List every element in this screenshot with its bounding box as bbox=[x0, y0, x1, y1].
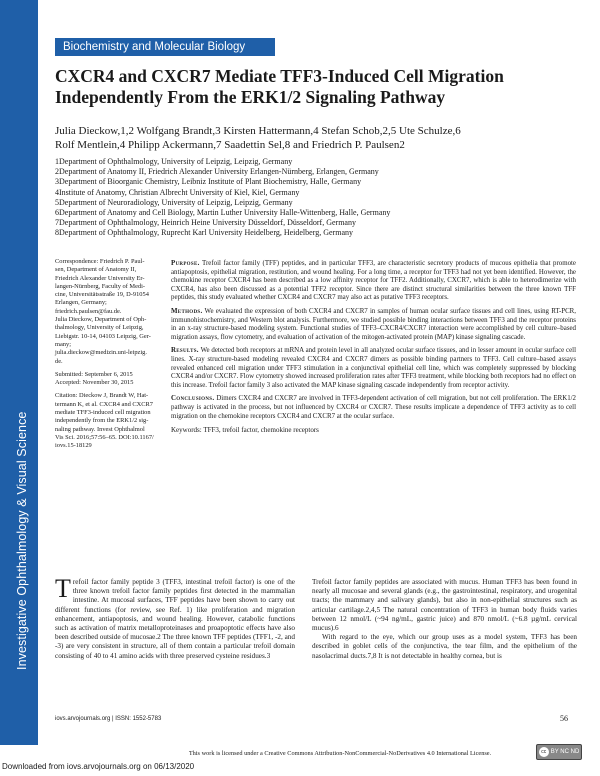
download-note: Downloaded from iovs.arvojournals.org on 06/13/2020 bbox=[2, 762, 195, 771]
meta-line: sen, Department of Anatomy II, bbox=[55, 266, 137, 274]
meta-line: termann K, et al. CXCR4 and CXCR7 bbox=[55, 400, 153, 408]
abstract-text: We detected both receptors at mRNA and protein level in all analyzed ocular surface tissues, and in lesser amount in ocular surface cell lines. X-ray structure-based modeling revealed CXCR4 and CXCR7 dimers as possible binding partners to TFF3. Cell culture–based assays revealed enhanced cell migration under TFF3 stimulation in a conjunctival epithelial cell line, which was completely suppressed by blocking CXCR4 and/or CXCR7. Flow cytometry showed increased proliferation rates after TFF3 treatment, while blocking both receptors had no effect on this increase. Trefoil factor family 3 also activated the MAP kinase signaling cascade independently from receptor activity. bbox=[171, 347, 576, 389]
body-paragraph: With regard to the eye, which our group uses as a model system, TFF3 has been described in goblet cells of the conjunctiva, the tear film, and the epithelium of the nasolacrimal ducts.7,8 It is not detectable in healthy cornea, but is bbox=[312, 633, 577, 660]
title-line: Independently From the ERK1/2 Signaling Pathway bbox=[55, 87, 446, 107]
meta-line: Correspondence: Friedrich P. Paul- bbox=[55, 258, 145, 265]
abstract-label: Purpose. bbox=[171, 260, 200, 267]
meta-line: de. bbox=[55, 357, 63, 365]
body-text: refoil factor family peptide 3 (TFF3, intestinal trefoil factor) is one of the three known trefoil factor family peptides first detected in the mammalian intestine. At mucosal surfaces, TFF peptides have been shown to carry out different functions (for review, see Ref. 1) like proliferation and migration enhancement, antiapoptosis, and wound healing. However, catabolic functions such as activation of matrix metalloproteinases and proapoptotic effects have also been described outside of mucosae.2 The three known TFF peptides (TFF1, -2, and -3) are very consistent in structure, all of them contain a particular trefoil domain consisting of 40 to 41 amino acids with three preserved cysteine residues.3 bbox=[55, 578, 295, 660]
affiliation: 1Department of Ophthalmology, University of Leipzig, Leipzig, Germany bbox=[55, 157, 293, 166]
body-column-left bbox=[55, 574, 295, 661]
drop-cap: T bbox=[55, 574, 71, 603]
body-paragraph: Trefoil factor family peptides are associated with mucus. Human TFF3 has been found in nearly all mucosae and several glands (e.g., the gastrointestinal, respiratory, and urogenital tracts; the mammary and salivary glands), but also in non-epithelial structures such as articular cartilage.2,4,5 The natural concentration of TFF3 in human body fluids varies between 12 nmol/L (~94 ng/mL, gastric juice) and 870 nmol/L (~6.8 µg/mL cervical mucus).6 bbox=[312, 578, 577, 633]
meta-line: independently from the ERK1/2 sig- bbox=[55, 417, 149, 425]
email-link[interactable]: julia.dieckow@medizin.uni-leipzig. bbox=[55, 349, 147, 357]
footer-journal-info: iovs.arvojournals.org | ISSN: 1552-5783 bbox=[55, 716, 162, 722]
meta-line: Julia Dieckow, Department of Oph- bbox=[55, 316, 147, 324]
meta-line: many; bbox=[55, 340, 71, 348]
author-line: Julia Dieckow,1,2 Wolfgang Brandt,3 Kirsten Hattermann,4 Stefan Schob,2,5 Ute Schulze,6 bbox=[55, 125, 461, 137]
page-number: 56 bbox=[560, 714, 568, 723]
journal-side-bar bbox=[0, 0, 38, 745]
abstract-text: Trefoil factor family (TFF) peptides, and in particular TFF3, are characteristic secretory products of mucous epithelia that promote antiapoptosis, epithelial migration, restitution, and wound healing. For a long time, a receptor for TFF3 had not yet been identified. However, the chemokine receptor CXCR4 has been described as a low affinity receptor for TFF2. Additionally, CXCR7, which is able to heterodimerize with CXCR4, has also been discussed as a potential TFF2 receptor. Since there are distinct structural similarities between the three known TFF peptides, this study evaluated whether CXCR4 and CXCR7 may also act as putative TFF3 receptors. bbox=[171, 260, 576, 302]
title-line: CXCR4 and CXCR7 Mediate TFF3-Induced Cell Migration bbox=[55, 66, 504, 86]
meta-line: mediate TFF3-induced cell migration bbox=[55, 409, 151, 417]
section-banner: Biochemistry and Molecular Biology bbox=[55, 38, 275, 56]
meta-line: Friedrich Alexander University Er- bbox=[55, 274, 145, 282]
abstract-methods bbox=[171, 308, 576, 342]
affiliation: 8Department of Ophthalmology, Ruprecht Karl University Heidelberg, Heidelberg, Germany bbox=[55, 228, 353, 238]
abstract bbox=[171, 260, 576, 435]
author-line: Rolf Mentlein,4 Philipp Ackermann,7 Saadettin Sel,8 and Friedrich P. Paulsen2 bbox=[55, 139, 405, 151]
article-metadata bbox=[55, 258, 165, 456]
correspondence bbox=[55, 258, 165, 366]
affiliation: 5Department of Neuroradiology, University of Leipzig, Leipzig, Germany bbox=[55, 197, 293, 207]
abstract-text: We evaluated the expression of both CXCR4 and CXCR7 in samples of human ocular surface tissues and cell lines, using RT-PCR, immunohistochemistry, and Western blot analysis. Furthermore, we studied possible binding interactions between TFF3 and the receptor proteins in an x-ray structure-based modeling system. Functional studies of TFF3–CXCR4/CXCR7 interaction were accomplished by cell culture–based migration assays, flow cytometry, and evaluation of activation of the mitogen-activated protein (MAP) kinase signaling cascade. bbox=[171, 307, 576, 341]
abstract-text: Dimers CXCR4 and CXCR7 are involved in TFF3-dependent activation of cell migration, but not cell proliferation. The ERK1/2 pathway is activated in the process, but not influenced by CXCR4 or CXCR7. These results implicate a dependence of TFF3 activity as to cell migration on the chemokine receptors CXCR4 and CXCR7 at the ocular surface. bbox=[171, 395, 576, 420]
journal-side-title: Investigative Ophthalmology & Visual Science bbox=[15, 411, 29, 670]
affiliation: 6Department of Anatomy and Cell Biology, Martin Luther University Halle-Wittenberg, Halle, Germany bbox=[55, 208, 391, 218]
affiliation: 4Institute of Anatomy, Christian Albrecht University of Kiel, Kiel, Germany bbox=[55, 187, 300, 197]
keywords: Keywords: TFF3, trefoil factor, chemokine receptors bbox=[171, 426, 319, 435]
affiliation-list bbox=[55, 157, 575, 239]
article-title bbox=[55, 66, 575, 108]
meta-line: Liebigstr. 10-14, 04103 Leipzig, Ger- bbox=[55, 332, 151, 340]
abstract-label: Results. bbox=[171, 347, 199, 355]
cc-badge-label: BY NC ND bbox=[550, 749, 580, 755]
doi-link[interactable]: Vis Sci. 2016;57:56–65. DOI:10.1167/ bbox=[55, 433, 154, 441]
submitted-date: Submitted: September 6, 2015 bbox=[55, 370, 133, 378]
email-link[interactable]: friedrich.paulsen@fau.de. bbox=[55, 307, 122, 315]
abstract-label: Methods. bbox=[171, 307, 203, 315]
citation bbox=[55, 392, 165, 450]
cc-icon: cc bbox=[539, 747, 549, 757]
submission-dates bbox=[55, 371, 165, 388]
meta-line: Citation: Dieckow J, Brandt W, Hat- bbox=[55, 392, 149, 400]
meta-line: langen-Nürnberg, Faculty of Medi- bbox=[55, 282, 146, 290]
affiliation: 3Department of Bioorganic Chemistry, Leibniz Institute of Plant Biochemistry, Halle, Germany bbox=[55, 177, 362, 187]
body-paragraph bbox=[55, 574, 295, 661]
affiliation: 2Department of Anatomy II, Friedrich Alexander University Erlangen-Nürnberg, Erlangen, Germany bbox=[55, 167, 379, 177]
affiliation: 7Department of Ophthalmology, Heinrich Heine University Düsseldorf, Düsseldorf, Germany bbox=[55, 218, 356, 228]
license-text[interactable]: This work is licensed under a Creative Commons Attribution-NonCommercial-NoDerivatives 4.0 International License. bbox=[188, 750, 492, 757]
abstract-label: Conclusions. bbox=[171, 395, 215, 403]
meta-line: iovs.15-18129 bbox=[55, 442, 92, 450]
accepted-date: Accepted: November 30, 2015 bbox=[55, 379, 134, 387]
meta-line: thalmology, University of Leipzig, bbox=[55, 324, 144, 332]
meta-line: Erlangen, Germany; bbox=[55, 299, 107, 307]
abstract-results bbox=[171, 347, 576, 390]
creative-commons-badge[interactable] bbox=[536, 744, 582, 760]
meta-line: naling pathway. Invest Ophthalmol bbox=[55, 425, 145, 433]
meta-line: cine, Universitätsstraße 19, D-91054 bbox=[55, 291, 149, 299]
body-column-right bbox=[312, 578, 577, 661]
abstract-conclusions bbox=[171, 395, 576, 421]
abstract-purpose bbox=[171, 260, 576, 303]
author-list bbox=[55, 124, 575, 152]
